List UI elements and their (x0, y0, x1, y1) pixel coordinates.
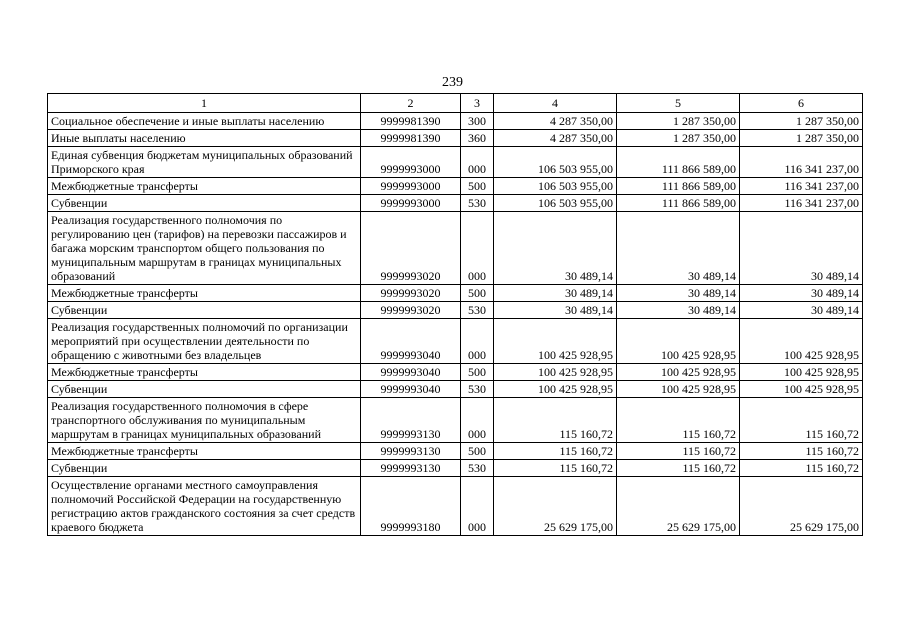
row-value-col6: 100 425 928,95 (740, 381, 863, 398)
column-header: 5 (617, 94, 740, 113)
row-value-col4: 106 503 955,00 (494, 195, 617, 212)
row-value-col6: 115 160,72 (740, 398, 863, 443)
table-row (48, 319, 863, 364)
row-target-code: 9999993130 (361, 443, 461, 460)
row-value-col5: 1 287 350,00 (617, 113, 740, 130)
table-row (48, 302, 863, 319)
row-target-code: 9999993130 (361, 460, 461, 477)
row-value-col5: 30 489,14 (617, 285, 740, 302)
row-target-code: 9999993040 (361, 319, 461, 364)
row-name: Межбюджетные трансферты (48, 443, 361, 460)
row-value-col6: 25 629 175,00 (740, 477, 863, 536)
row-target-code: 9999993040 (361, 364, 461, 381)
row-value-col4: 100 425 928,95 (494, 364, 617, 381)
row-value-col5: 100 425 928,95 (617, 381, 740, 398)
row-value-col6: 30 489,14 (740, 285, 863, 302)
row-expense-type: 500 (461, 178, 494, 195)
row-expense-type: 000 (461, 477, 494, 536)
row-name: Единая субвенция бюджетам муниципальных образований Приморского края (48, 147, 361, 178)
row-value-col6: 116 341 237,00 (740, 147, 863, 178)
table-row (48, 130, 863, 147)
row-value-col5: 115 160,72 (617, 443, 740, 460)
row-expense-type: 500 (461, 364, 494, 381)
row-expense-type: 500 (461, 285, 494, 302)
row-name: Субвенции (48, 302, 361, 319)
row-value-col4: 115 160,72 (494, 443, 617, 460)
table-row (48, 195, 863, 212)
row-value-col5: 111 866 589,00 (617, 178, 740, 195)
table-row (48, 113, 863, 130)
column-header: 3 (461, 94, 494, 113)
row-value-col4: 4 287 350,00 (494, 130, 617, 147)
row-value-col6: 116 341 237,00 (740, 178, 863, 195)
row-value-col6: 116 341 237,00 (740, 195, 863, 212)
row-value-col5: 30 489,14 (617, 212, 740, 285)
row-value-col6: 115 160,72 (740, 443, 863, 460)
row-name: Реализация государственных полномочий по организации мероприятий при осуществлении деятельности по обращению с животными без владельцев (48, 319, 361, 364)
table-row (48, 364, 863, 381)
row-value-col6: 100 425 928,95 (740, 364, 863, 381)
column-header: 4 (494, 94, 617, 113)
row-target-code: 9999981390 (361, 130, 461, 147)
row-value-col4: 4 287 350,00 (494, 113, 617, 130)
row-value-col4: 100 425 928,95 (494, 381, 617, 398)
row-name: Субвенции (48, 460, 361, 477)
row-name: Иные выплаты населению (48, 130, 361, 147)
row-expense-type: 530 (461, 381, 494, 398)
row-value-col5: 115 160,72 (617, 398, 740, 443)
row-name: Субвенции (48, 195, 361, 212)
row-value-col5: 115 160,72 (617, 460, 740, 477)
row-value-col6: 1 287 350,00 (740, 130, 863, 147)
row-name: Реализация государственного полномочия по регулированию цен (тарифов) на перевозки пассажиров и багажа морским транспортом общего пользования по муниципальным маршрутам в границах муниципальных образований (48, 212, 361, 285)
row-name: Осуществление органами местного самоуправления полномочий Российской Федерации на государственную регистрацию актов гражданского состояния за счет средств краевого бюджета (48, 477, 361, 536)
row-target-code: 9999981390 (361, 113, 461, 130)
table-row (48, 477, 863, 536)
row-target-code: 9999993130 (361, 398, 461, 443)
row-target-code: 9999993020 (361, 212, 461, 285)
row-value-col4: 115 160,72 (494, 398, 617, 443)
row-expense-type: 360 (461, 130, 494, 147)
page-number: 239 (442, 75, 463, 90)
row-target-code: 9999993180 (361, 477, 461, 536)
row-value-col4: 100 425 928,95 (494, 319, 617, 364)
table-row (48, 147, 863, 178)
row-value-col6: 100 425 928,95 (740, 319, 863, 364)
row-target-code: 9999993000 (361, 178, 461, 195)
row-expense-type: 000 (461, 319, 494, 364)
row-value-col4: 115 160,72 (494, 460, 617, 477)
row-expense-type: 500 (461, 443, 494, 460)
budget-table (47, 93, 863, 536)
row-target-code: 9999993000 (361, 195, 461, 212)
row-expense-type: 000 (461, 212, 494, 285)
row-name: Субвенции (48, 381, 361, 398)
row-value-col5: 1 287 350,00 (617, 130, 740, 147)
row-expense-type: 530 (461, 302, 494, 319)
row-value-col4: 30 489,14 (494, 302, 617, 319)
row-value-col6: 30 489,14 (740, 302, 863, 319)
table-row (48, 460, 863, 477)
row-name: Межбюджетные трансферты (48, 364, 361, 381)
row-value-col5: 100 425 928,95 (617, 319, 740, 364)
table-row (48, 398, 863, 443)
row-name: Межбюджетные трансферты (48, 178, 361, 195)
column-header: 1 (48, 94, 361, 113)
table-row (48, 212, 863, 285)
row-target-code: 9999993020 (361, 285, 461, 302)
header-row (48, 94, 863, 113)
row-value-col4: 106 503 955,00 (494, 178, 617, 195)
row-expense-type: 300 (461, 113, 494, 130)
row-name: Межбюджетные трансферты (48, 285, 361, 302)
row-value-col4: 30 489,14 (494, 212, 617, 285)
row-value-col6: 30 489,14 (740, 212, 863, 285)
row-expense-type: 530 (461, 460, 494, 477)
row-value-col6: 1 287 350,00 (740, 113, 863, 130)
row-name: Реализация государственного полномочия в сфере транспортного обслуживания по муниципальным маршрутам в границах муниципальных образований (48, 398, 361, 443)
table-row (48, 285, 863, 302)
row-target-code: 9999993000 (361, 147, 461, 178)
row-value-col4: 25 629 175,00 (494, 477, 617, 536)
row-value-col5: 30 489,14 (617, 302, 740, 319)
table-row (48, 178, 863, 195)
table-row (48, 381, 863, 398)
row-expense-type: 000 (461, 147, 494, 178)
row-value-col6: 115 160,72 (740, 460, 863, 477)
row-value-col5: 111 866 589,00 (617, 147, 740, 178)
row-value-col4: 30 489,14 (494, 285, 617, 302)
row-value-col4: 106 503 955,00 (494, 147, 617, 178)
row-target-code: 9999993040 (361, 381, 461, 398)
row-expense-type: 530 (461, 195, 494, 212)
row-value-col5: 25 629 175,00 (617, 477, 740, 536)
row-expense-type: 000 (461, 398, 494, 443)
table-body (48, 113, 863, 536)
row-value-col5: 111 866 589,00 (617, 195, 740, 212)
table-row (48, 443, 863, 460)
row-value-col5: 100 425 928,95 (617, 364, 740, 381)
row-name: Социальное обеспечение и иные выплаты населению (48, 113, 361, 130)
row-target-code: 9999993020 (361, 302, 461, 319)
column-header: 2 (361, 94, 461, 113)
column-header: 6 (740, 94, 863, 113)
